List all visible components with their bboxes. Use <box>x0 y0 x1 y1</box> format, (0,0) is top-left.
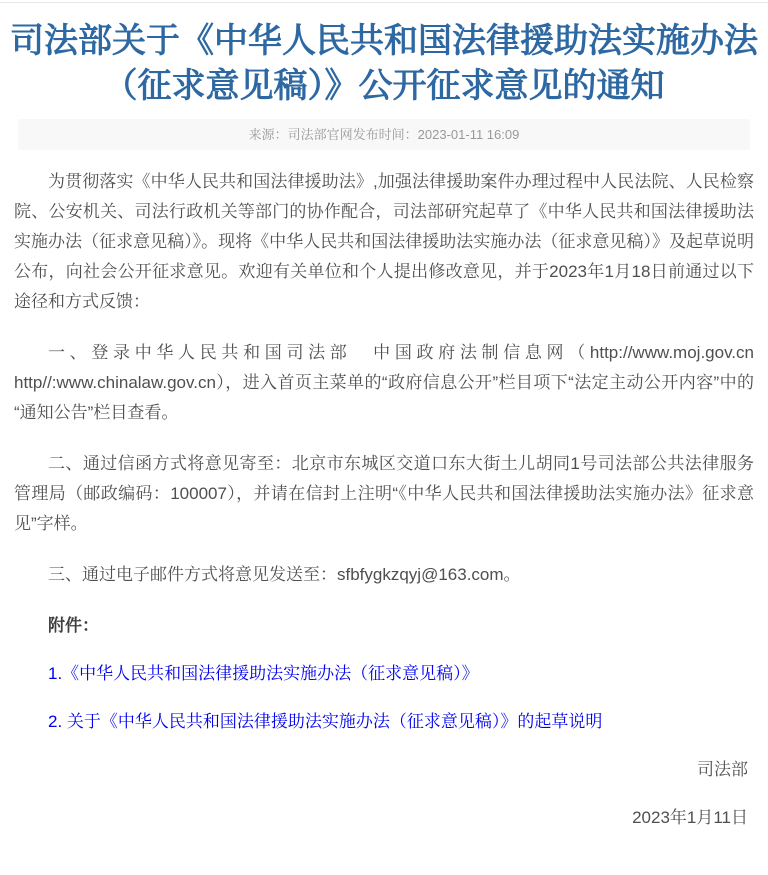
meta-bar <box>18 119 750 150</box>
article-page <box>0 2 768 875</box>
body-paragraph-channel-3: 三、通过电子邮件方式将意见发送至：sfbfygkzqyj@163.com。 <box>48 565 521 584</box>
signature: 司法部 <box>697 760 748 779</box>
publish-date: 2023年1月11日 <box>632 808 748 827</box>
meta-publish-time: 发布时间：2023-01-11 16:09 <box>352 127 520 142</box>
body-paragraph-channel-1: 一、登录中华人民共和国司法部 中国政府法制信息网（http://www.moj.gov.cn http//:www.chinalaw.gov.cn），进入首页主菜单的“政府信息公开”栏目项下“法定主动公开内容”中的“通知公告”栏目查看。 <box>14 343 754 422</box>
attachment-link-2[interactable]: 2. 关于《中华人民共和国法律援助法实施办法（征求意见稿）》的起草说明 <box>48 712 603 731</box>
article-body <box>0 150 768 875</box>
attachments-label: 附件： <box>48 616 99 635</box>
body-paragraph-intro: 为贯彻落实《中华人民共和国法律援助法》,加强法律援助案件办理过程中人民法院、人民检察院、公安机关、司法行政机关等部门的协作配合，司法部研究起草了《中华人民共和国法律援助法实施办法（征求意见稿）》。现将《中华人民共和国法律援助法实施办法（征求意见稿）》及起草说明公布，向社会公开征求意见。欢迎有关单位和个人提出修改意见，并于2023年1月18日前通过以下途径和方式反馈： <box>14 172 754 311</box>
body-paragraph-channel-2: 二、通过信函方式将意见寄至：北京市东城区交道口东大街土儿胡同1号司法部公共法律服务管理局（邮政编码：100007），并请在信封上注明“《中华人民共和国法律援助法实施办法》征求意见”字样。 <box>14 454 754 533</box>
page-title: 司法部关于《中华人民共和国法律援助法实施办法（征求意见稿）》公开征求意见的通知 <box>10 22 758 105</box>
top-divider <box>0 2 768 3</box>
attachment-link-1[interactable]: 1.《中华人民共和国法律援助法实施办法（征求意见稿）》 <box>48 664 479 683</box>
meta-source: 来源：司法部官网 <box>248 127 353 142</box>
